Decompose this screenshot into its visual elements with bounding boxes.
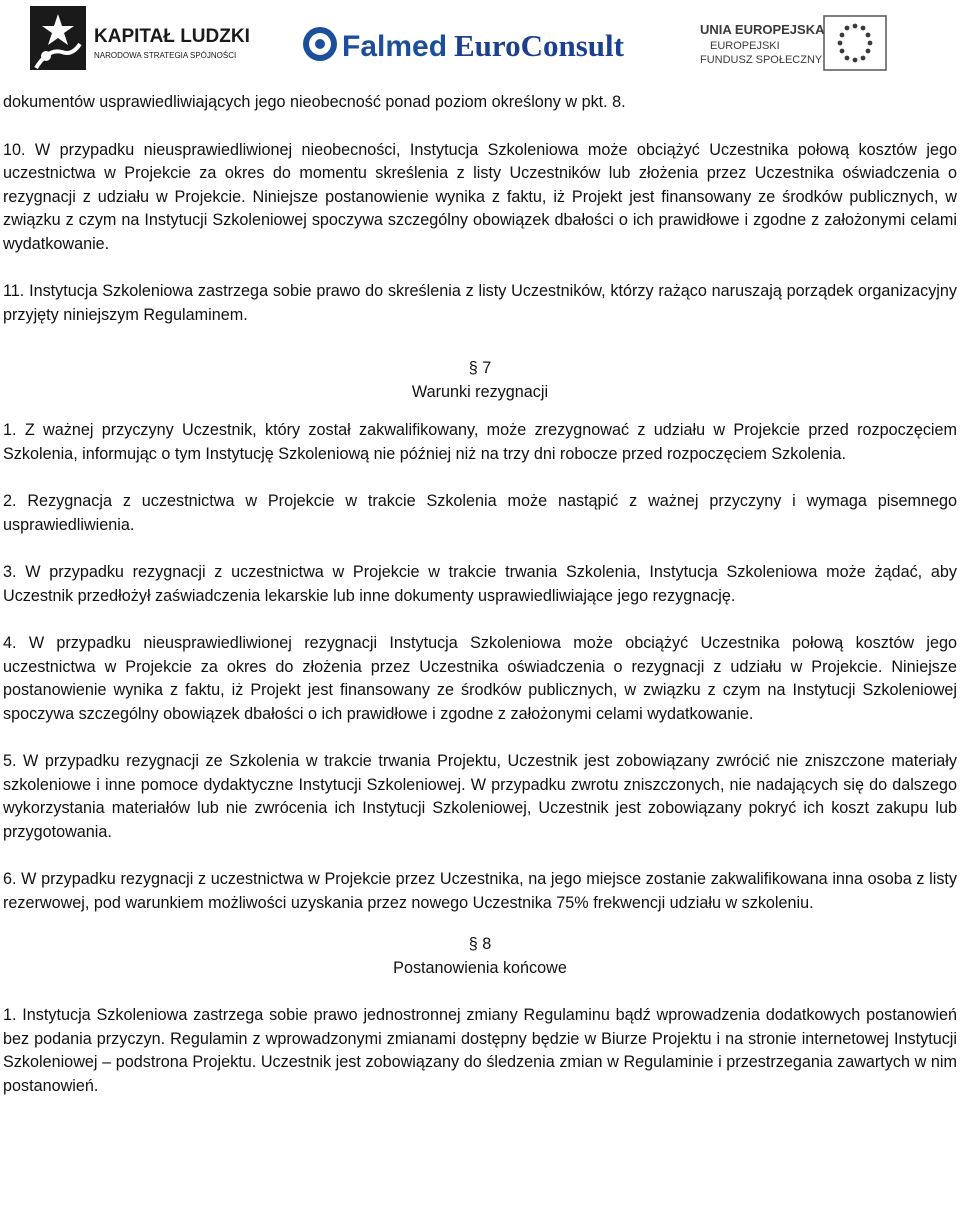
kl-logo-title: KAPITAŁ LUDZKI <box>94 26 250 47</box>
euroconsult-logo-text: EuroConsult <box>454 28 624 63</box>
section-7-symbol: § 7 <box>468 359 492 377</box>
section-7-point-5: 5. W przypadku rezygnacji ze Szkolenia w trakcie trwania Projektu, Uczestnik jest zobowiązany zwrócić nie zniszczone materiały szkoleniowe i inne pomoce dydaktyczne Instytucji Szkoleniowej. W przypadku zwrotu zniszczonych, nie nadających się do dalszego wykorzystania materiałów lub nie zwrócenia ich Instytucji Szkoleniowej, Uczestnik jest zobowiązany pokryć ich koszt zakupu lub przygotowania. <box>3 752 957 841</box>
paragraph-10: 10. W przypadku nieusprawiedliwionej nieobecności, Instytucja Szkoleniowa może obciążyć Uczestnika połową kosztów jego uczestnictwa w Projekcie za okres do momentu skreślenia z listy Uczestników lub złożenia przez Uczestnika oświadczenia o rezygnacji z udziału w Projekcie. Niniejsze postanowienie wynika z faktu, iż Projekt jest finansowany ze środków publicznych, w związku z czym na Instytucji Szkoleniowej spoczywa szczególny obowiązek dbałości o ich prawidłowe i zgodne z założonymi celami wydatkowanie. <box>3 140 957 253</box>
section-7-heading <box>3 357 957 404</box>
section-7-point-3: 3. W przypadku rezygnacji z uczestnictwa w Projekcie w trakcie trwania Szkolenia, Instytucja Szkoleniowa może żądać, aby Uczestnik przedłożył zaświadczenia lekarskie lub inne dokumenty usprawiedliwiające jego rezygnację. <box>3 563 957 605</box>
section-7-point-4: 4. W przypadku nieusprawiedliwionej rezygnacji Instytucja Szkoleniowa może obciążyć Uczestnika połową kosztów jego uczestnictwa w Projekcie za okres do złożenia przez Uczestnika oświadczenia o rezygnacji z udziału w Projekcie. Niniejsze postanowienie wynika z faktu, iż Projekt jest finansowany ze środków publicznych, w związku z czym na Instytucji Szkoleniowej spoczywa szczególny obowiązek dbałości o ich prawidłowe i zgodne z założonymi celami wydatkowanie. <box>3 634 957 723</box>
falmed-logo-text: Falmed <box>342 30 448 63</box>
falmed-logo <box>300 20 450 68</box>
eu-logo-line2: EUROPEJSKI <box>710 40 780 52</box>
eu-logo <box>700 12 888 72</box>
eu-logo-line3: FUNDUSZ SPOŁECZNY <box>700 54 823 66</box>
section-8-point-1: 1. Instytucja Szkoleniowa zastrzega sobie prawo jednostronnej zmiany Regulaminu bądź wprowadzenia dodatkowych postanowień bez podania przyczyn. Regulamin z wprowadzonymi zmianami dostępny będzie w Biurze Projektu i na stronie internetowej Instytucji Szkoleniowej – podstrona Projektu. Uczestnik jest zobowiązany do śledzenia zmian w Regulaminie i przestrzegania zawartych w nim postanowień. <box>3 1006 957 1095</box>
eu-logo-line1: UNIA EUROPEJSKA <box>700 22 825 37</box>
header-logos <box>0 0 960 80</box>
section-7-point-1: 1. Z ważnej przyczyny Uczestnik, który został zakwalifikowany, może zrezygnować z udziału w Projekcie przed rozpoczęciem Szkolenia, informując o tym Instytucję Szkoleniową nie później niż na trzy dni robocze przed rozpoczęciem Szkolenia. <box>3 421 957 463</box>
section-7-point-6: 6. W przypadku rezygnacji z uczestnictwa w Projekcie przez Uczestnika, na jego miejsce zostanie zakwalifikowana inna osoba z listy rezerwowej, pod warunkiem możliwości uzyskania przez nowego Uczestnika 75% frekwencji udziału w szkoleniu. <box>3 870 957 912</box>
kapital-ludzki-logo <box>28 4 260 72</box>
section-8-heading <box>3 933 957 980</box>
section-8-title: Postanowienia końcowe <box>393 958 567 977</box>
paragraph-11: 11. Instytucja Szkoleniowa zastrzega sobie prawo do skreślenia z listy Uczestników, którzy rażąco naruszają porządek organizacyjny przyjęty niniejszym Regulaminem. <box>3 282 957 324</box>
section-7-title: Warunki rezygnacji <box>411 382 549 401</box>
document-body <box>3 91 957 1098</box>
section-7-point-2: 2. Rezygnacja z uczestnictwa w Projekcie w trakcie Szkolenia może nastąpić z ważnej przyczyny i wymaga pisemnego usprawiedliwienia. <box>3 492 957 534</box>
kl-logo-subtitle: NARODOWA STRATEGIA SPÓJNOŚCI <box>94 51 237 60</box>
section-8-symbol: § 8 <box>468 935 492 953</box>
paragraph-continuation: dokumentów usprawiedliwiających jego nieobecność ponad poziom określony w pkt. 8. <box>3 93 626 111</box>
euroconsult-logo <box>452 24 652 64</box>
